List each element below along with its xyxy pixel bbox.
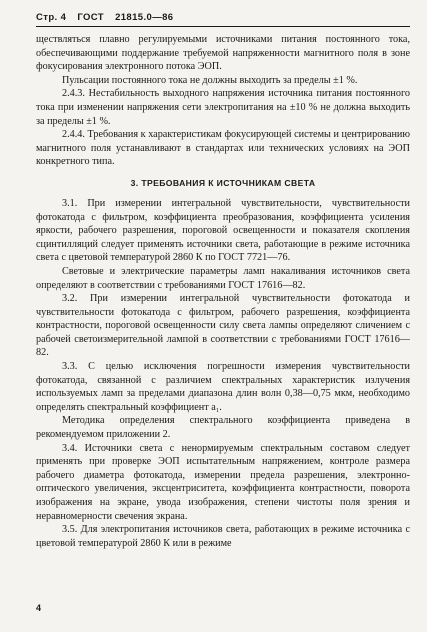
standard-number: 21815.0—86 — [115, 12, 174, 23]
paragraph-2-4-3: 2.4.3. Нестабильность выходного напряжения источника питания постоянного тока при изменении напряжения сети электропитания на ±10 % не должна выходить за пределы ±1 %. — [36, 88, 410, 127]
standard-label: ГОСТ — [77, 12, 105, 23]
paragraph: Пульсации постоянного тока не должны выходить за пределы ±1 %. — [62, 74, 358, 86]
paragraph-3-2: 3.2. При измерении интегральной чувствительности фотокатода и чувствительности фотокатода с фильтром, рабочего разрешения, коэффициента контрастности, пороговой освещенности силу света лампы определяют сличением с рабочей светоизмерительной лампой в соответствии с требованиями ГОСТ 17616—82. — [36, 293, 410, 359]
page-number: 4 — [36, 603, 42, 613]
paragraph-3-1: 3.1. При измерении интегральной чувствительности, чувствительности фотокатода с фильтром, коэффициента преобразования, коэффициента усиления яркости, рабочего разрешения, пороговой освещенности и показателя скопления сцинтилляций следует применять источники света, работающие в режиме источника света с цветовой температурой 2860 К по ГОСТ 7721—76. — [36, 197, 410, 264]
document-body — [36, 33, 410, 550]
page-label: Стр. 4 — [36, 12, 67, 23]
section-title: 3. ТРЕБОВАНИЯ К ИСТОЧНИКАМ СВЕТА — [130, 177, 316, 188]
document-page — [36, 12, 410, 550]
paragraph: ществляться плавно регулируемыми источниками питания постоянного тока, обеспечивающими поддержание требуемой напряженности магнитного поля в зоне фокусирования электронного потока ЭОП. — [36, 34, 410, 73]
paragraph: Методика определения спектрального коэффициента приведена в рекомендуемом приложении 2. — [36, 415, 410, 441]
running-header — [36, 12, 410, 27]
paragraph-3-5: 3.5. Для электропитания источников света, работающих в режиме источника с цветовой температурой 2860 К или в режиме — [36, 524, 410, 549]
paragraph-3-4: 3.4. Источники света с ненормируемым спектральным составом следует применять при проверке ЭОП испытательным напряжением, контроле размера рабочего диаметра фотокатода, измерении предела разрешения, электронно-оптического увеличения, эксцентриситета, коэффициента контрастности, поворота изображения на экране, увода изображения, степени чистоты поля зрения и неравномерности свечения экрана. — [36, 442, 410, 522]
paragraph: Световые и электрические параметры ламп накаливания источников света определяют в соответствии с требованиями ГОСТ 17616—82. — [36, 265, 410, 291]
paragraph-3-3: 3.3. С целью исключения погрешности измерения чувствительности фотокатода, связанной с различием спектральных характеристик излучения используемых ламп за пределами диапазона длин волн 0,38—0,75 мкм, необходимо определять спектральный коэффициент a₁. — [36, 361, 410, 413]
paragraph-2-4-4: 2.4.4. Требования к характеристикам фокусирующей системы и центрированию магнитного поля устанавливают в стандартах или технических условиях на ЭОП конкретного типа. — [36, 129, 410, 168]
